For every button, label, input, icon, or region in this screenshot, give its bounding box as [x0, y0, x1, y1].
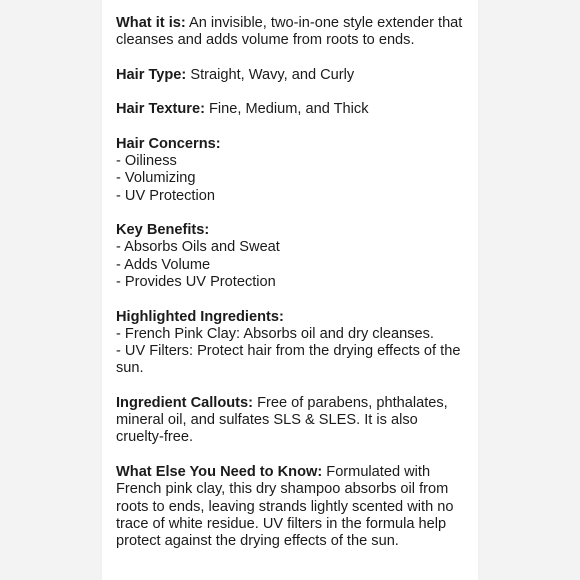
what-it-is-paragraph	[116, 15, 466, 50]
what-else-paragraph	[116, 464, 466, 550]
key-benefits-section	[116, 222, 466, 291]
hair-texture-label: Hair Texture:	[116, 101, 205, 118]
key-benefits-item: - Absorbs Oils and Sweat	[116, 239, 280, 256]
hair-texture-paragraph	[116, 101, 466, 118]
what-else-text: Formulated with French pink clay, this dry shampoo absorbs oil from roots to ends, leaving strands lightly scented with no trace of white residue. UV filters in the formula help protect against the drying effects of the sun.	[116, 463, 454, 550]
highlighted-ingredients-item: - French Pink Clay: Absorbs oil and dry cleanses.	[116, 325, 434, 342]
hair-type-section	[116, 67, 466, 84]
what-else-section	[116, 464, 466, 550]
hair-concerns-label: Hair Concerns:	[116, 135, 221, 152]
hair-texture-section	[116, 101, 466, 118]
product-description-page	[102, 0, 478, 580]
hair-type-text: Straight, Wavy, and Curly	[186, 66, 355, 83]
hair-type-paragraph	[116, 67, 466, 84]
hair-concerns-section	[116, 136, 466, 205]
highlighted-ingredients-section	[116, 309, 466, 378]
hair-concerns-item: - Oiliness	[116, 153, 177, 170]
what-it-is-text: An invisible, two-in-one style extender that cleanses and adds volume from roots to ends.	[116, 15, 463, 49]
product-description	[116, 15, 466, 568]
ingredient-callouts-section	[116, 395, 466, 447]
highlighted-ingredients-label: Highlighted Ingredients:	[116, 308, 284, 325]
key-benefits-label: Key Benefits:	[116, 222, 210, 239]
what-else-label: What Else You Need to Know:	[116, 463, 323, 480]
ingredient-callouts-label: Ingredient Callouts:	[116, 394, 254, 411]
what-it-is-label: What it is:	[116, 15, 186, 31]
hair-concerns-item: - UV Protection	[116, 187, 215, 204]
key-benefits-item: - Adds Volume	[116, 256, 211, 273]
highlighted-ingredients-item: - UV Filters: Protect hair from the drying effects of the sun.	[116, 343, 461, 377]
key-benefits-item: - Provides UV Protection	[116, 274, 276, 291]
hair-concerns-item: - Volumizing	[116, 170, 196, 187]
ingredient-callouts-paragraph	[116, 395, 466, 447]
hair-type-label: Hair Type:	[116, 66, 187, 83]
hair-texture-text: Fine, Medium, and Thick	[204, 101, 369, 118]
what-it-is-section	[116, 15, 466, 50]
ingredient-callouts-text: Free of parabens, phthalates, mineral oil, and sulfates SLS & SLES. It is also cruelty-free.	[116, 394, 448, 446]
